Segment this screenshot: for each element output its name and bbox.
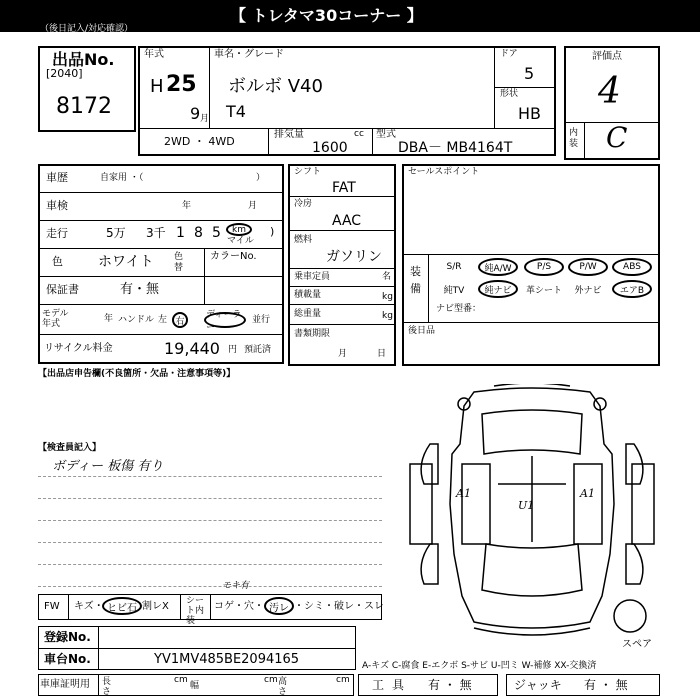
handle-label: ハンドル	[118, 315, 155, 325]
seat-items2: ・シミ・破レ・スレ	[294, 601, 384, 612]
year-value: 25	[166, 72, 197, 97]
capacity-label: 乗車定員	[294, 272, 331, 282]
cert-height-unit: cm	[336, 675, 350, 685]
month-value: 9	[190, 104, 201, 123]
dealer-circle: ディーラー	[204, 312, 246, 328]
jack-label: ジャッキ	[514, 678, 562, 692]
cert-width: 幅	[190, 681, 200, 691]
mileage-paren: )	[270, 225, 275, 238]
damage-mark-right: A1	[580, 487, 595, 500]
shift-value: FAT	[332, 180, 356, 196]
fw-items2: 割レX	[142, 601, 169, 612]
shape-label: 形状	[500, 89, 519, 99]
equipment-item: ABS	[612, 258, 652, 276]
shaken-label: 車検	[46, 199, 68, 212]
tone-label: 色替	[174, 252, 184, 273]
displacement-value: 1600	[312, 140, 348, 156]
fw-circled: ヒビ石	[102, 597, 142, 615]
capacity-unit: 名	[382, 272, 392, 282]
equipment-item: P/W	[568, 258, 608, 276]
aftermarket-label: 後日品	[408, 326, 436, 336]
lot-number: 8172	[56, 94, 112, 119]
registration-label: 登録No.	[44, 630, 91, 644]
fw-scribble: モキ有	[222, 581, 250, 591]
handle-left: 左	[158, 315, 168, 325]
grade-score: 4	[598, 71, 621, 112]
gross-unit: kg	[382, 311, 393, 321]
fuel-label: 燃料	[294, 235, 313, 245]
inspector-note: ボディー 板傷 有り	[52, 459, 164, 474]
recycle-value: 19,440	[164, 339, 220, 358]
chassis-label: 車台No.	[44, 652, 91, 666]
tools-value: 有 ・ 無	[428, 678, 472, 692]
km-circle: km	[226, 223, 252, 236]
seat-label: シート内装	[186, 596, 205, 626]
seat-items: コゲ・穴・	[214, 601, 264, 612]
gross-label: 総重量	[294, 309, 322, 319]
docs-unit: 月日	[338, 349, 417, 359]
year-era: H	[150, 76, 164, 97]
handle-right-circle: 右	[172, 312, 188, 328]
cert-label: 車庫証明用	[40, 679, 90, 690]
mileage-digit-2: 8	[194, 225, 203, 241]
cert-height: 高さ	[278, 677, 288, 697]
shaken-year: 年	[182, 201, 192, 211]
equipment-item: 純TV	[443, 285, 465, 296]
recycle-label: リサイクル料金	[44, 343, 113, 354]
car-diagram	[404, 384, 660, 646]
car-name: ボルボ V40	[228, 76, 323, 97]
navi-label: ナビ型番：	[436, 304, 482, 314]
top-left-note: （後日記入/対応確認）	[40, 24, 134, 34]
dealer-note-label: 【出品店申告欄(不良箇所・欠品・注意事項等)】	[38, 369, 236, 379]
spare-label: スペア	[622, 639, 652, 650]
load-label: 積載量	[294, 290, 322, 300]
sales-point-label: セールスポイント	[408, 167, 480, 177]
chassis-value: YV1MV485BE2094165	[154, 652, 300, 667]
color-value: ホワイト	[98, 254, 154, 270]
fuel-value: ガソリン	[326, 249, 382, 265]
fw-label: FW	[44, 601, 60, 612]
colorno-label: カラーNo.	[210, 251, 257, 262]
drive-type: 2WD ・ 4WD	[164, 135, 235, 148]
equipment-item: P/S	[524, 258, 564, 276]
grade-label: 評価点	[592, 51, 622, 62]
load-unit: kg	[382, 292, 393, 302]
reki-value: 自家用 ・（	[100, 173, 144, 183]
equipment-item: 純A/W	[478, 258, 518, 276]
equipment-item: エアB	[612, 280, 652, 298]
mile-label: マイル	[227, 236, 254, 246]
cert-length: 長さ	[102, 677, 112, 697]
fw-items: キズ・	[74, 601, 104, 612]
recycle-deposit: 預託済	[244, 345, 272, 355]
cert-width-unit: cm	[264, 675, 278, 685]
model-year-label: モデル年式	[42, 309, 69, 329]
equipment-item: 純ナビ	[478, 280, 518, 298]
seat-circled: 汚レ	[264, 597, 294, 615]
docs-label: 書類期限	[294, 329, 331, 339]
lot-sub: [2040]	[46, 67, 83, 80]
reki-close: ）	[256, 173, 266, 183]
inspector-label: 【検査員記入】	[38, 443, 102, 453]
parallel-label: 並行	[252, 315, 271, 325]
equipment-label: 装備	[410, 265, 421, 295]
cc-unit: cc	[354, 129, 364, 139]
cert-length-unit: cm	[174, 675, 188, 685]
model-code: DBA－ MB4164T	[398, 140, 513, 156]
mileage-man: 5万	[106, 226, 126, 240]
equipment-item: 外ナビ	[574, 285, 602, 296]
recycle-yen: 円	[228, 345, 238, 355]
shape-value: HB	[518, 104, 542, 123]
model-label: 型式	[376, 129, 396, 140]
warranty-label: 保証書	[46, 283, 79, 296]
year-label: 年式	[144, 49, 164, 60]
ac-value: AAC	[332, 213, 362, 229]
tools-label: 工具	[372, 678, 413, 692]
interior-grade: C	[606, 121, 628, 154]
reki-label: 車歴	[46, 171, 68, 184]
door-label: ドア	[500, 49, 518, 59]
shaken-month: 月	[248, 201, 258, 211]
car-grade: T4	[226, 102, 246, 121]
equipment-item: 革シート	[525, 285, 562, 296]
color-label: 色	[52, 255, 63, 268]
equipment-item: S/R	[446, 262, 462, 272]
model-year-unit: 年	[104, 314, 114, 324]
damage-mark-center: U1	[518, 499, 535, 512]
mileage-digit-1: 1	[176, 225, 185, 241]
door-value: 5	[524, 64, 535, 83]
jack-value: 有 ・ 無	[584, 678, 628, 692]
damage-mark-left: A1	[456, 487, 471, 500]
mileage-digit-3: 5	[212, 225, 221, 241]
warranty-value: 有・無	[120, 282, 160, 297]
month-unit: 月	[200, 114, 210, 124]
shift-label: シフト	[294, 167, 322, 177]
mileage-sen: 3千	[146, 226, 166, 240]
displacement-label: 排気量	[274, 129, 304, 140]
lot-label: 出品No.	[52, 50, 115, 69]
interior-label: 内装	[569, 128, 579, 149]
mileage-label: 走行	[46, 227, 68, 240]
damage-legend: A-キズ C-腐食 E-エクボ S-サビ U-凹ミ W-補修 XX-交換済	[362, 661, 597, 671]
page-title: 【 トレタマ30コーナー 】	[230, 6, 423, 25]
name-label: 車名・グレード	[214, 49, 284, 60]
ac-label: 冷房	[294, 199, 313, 209]
